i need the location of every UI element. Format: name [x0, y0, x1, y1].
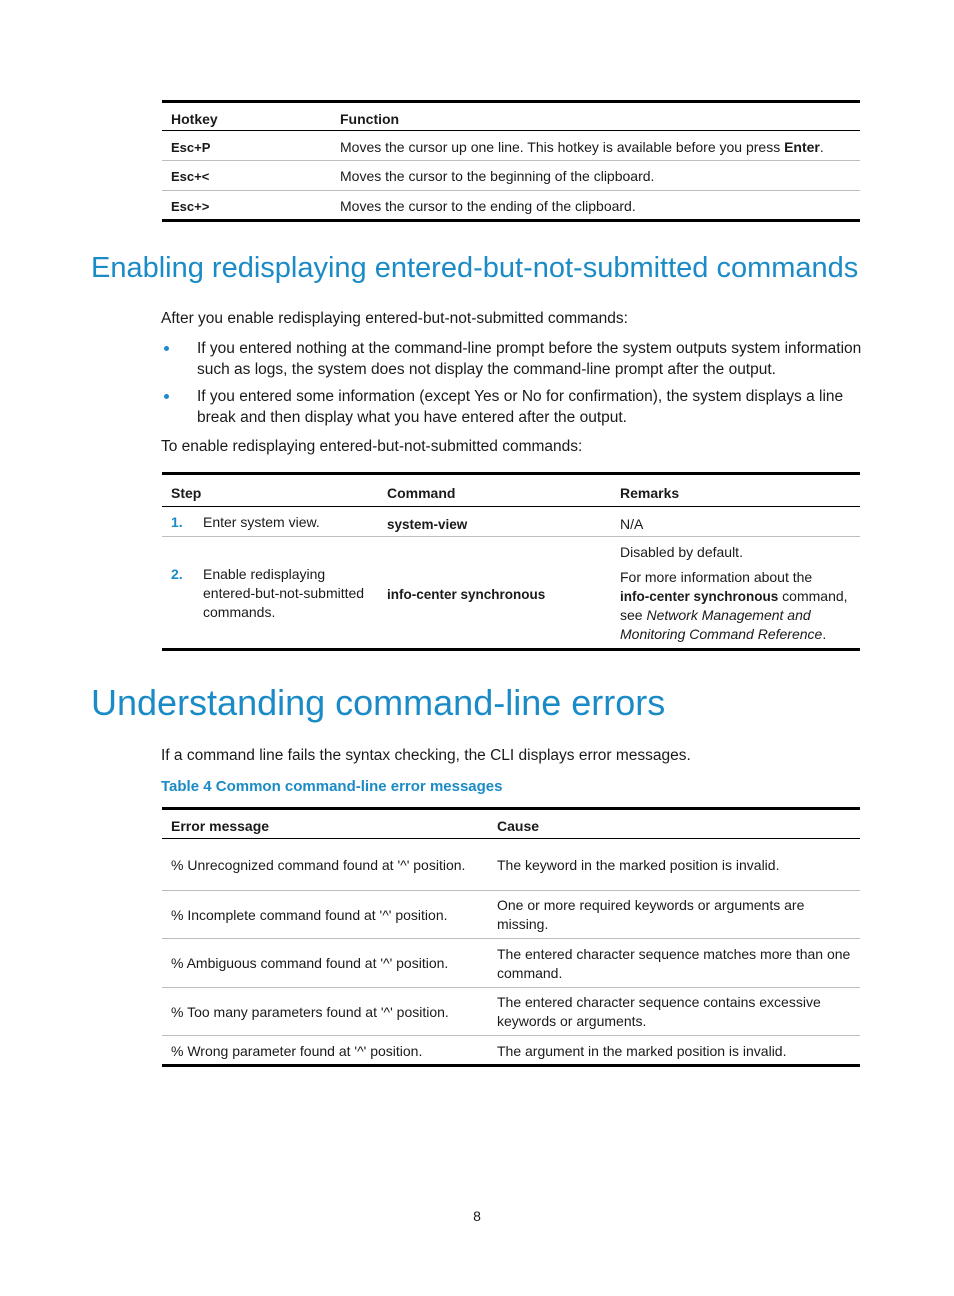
- step-header: Step: [171, 485, 202, 501]
- lead-paragraph: To enable redisplaying entered-but-not-submitted commands:: [161, 438, 583, 455]
- error-message-header: Error message: [171, 818, 270, 834]
- page-number: 8: [473, 1208, 481, 1224]
- cause-cell: The entered character sequence matches more than one command.: [497, 946, 851, 981]
- row-divider: [162, 536, 860, 537]
- cause-cell: One or more required keywords or arguments are missing.: [497, 897, 805, 932]
- hotkey-cell: Esc+>: [171, 199, 210, 214]
- header-rule: [162, 838, 860, 839]
- table-top-rule: [162, 807, 860, 810]
- bullet-icon: [164, 346, 169, 351]
- bullet-icon: [164, 394, 169, 399]
- error-message-cell: % Incomplete command found at '^' position.: [171, 907, 448, 923]
- table-bottom-rule: [162, 219, 860, 222]
- row-divider: [162, 190, 860, 191]
- remarks-reference: For more information about the info-center synchronous command, see Network Management and Monitoring Command Reference.: [620, 569, 848, 642]
- function-cell: Moves the cursor to the ending of the clipboard.: [340, 198, 636, 214]
- step-number: 2.: [171, 566, 183, 582]
- hotkey-cell: Esc+P: [171, 140, 211, 155]
- error-message-cell: % Ambiguous command found at '^' position.: [171, 955, 449, 971]
- cause-header: Cause: [497, 818, 540, 834]
- cause-cell: The entered character sequence contains excessive keywords or arguments.: [497, 994, 821, 1029]
- remarks-header: Remarks: [620, 485, 680, 501]
- step-number: 1.: [171, 514, 183, 530]
- intro-paragraph: After you enable redisplaying entered-but-not-submitted commands:: [161, 310, 628, 327]
- function-header: Function: [340, 111, 400, 127]
- command-header: Command: [387, 485, 456, 501]
- command-cell: info-center synchronous: [387, 587, 546, 602]
- hotkey-cell: Esc+<: [171, 169, 210, 184]
- header-rule: [162, 130, 860, 131]
- row-divider: [162, 938, 860, 939]
- row-divider: [162, 890, 860, 891]
- function-cell: Moves the cursor up one line. This hotkey is available before you press Enter.: [340, 139, 824, 155]
- table-bottom-rule: [162, 1064, 860, 1067]
- remarks-default: Disabled by default.: [620, 544, 743, 560]
- list-item: If you entered nothing at the command-line prompt before the system outputs system information such as logs, the system does not display the command-line prompt after the output.: [197, 340, 862, 378]
- list-item: If you entered some information (except Yes or No for confirmation), the system displays a line break and then display what you have entered after the output.: [197, 388, 844, 426]
- step-description: Enter system view.: [203, 514, 320, 530]
- error-message-cell: % Too many parameters found at '^' position.: [171, 1004, 449, 1020]
- step-description: Enable redisplaying entered-but-not-submitted commands.: [203, 566, 365, 620]
- table-caption: Table 4 Common command-line error messages: [161, 778, 503, 795]
- intro-paragraph: If a command line fails the syntax checking, the CLI displays error messages.: [161, 747, 691, 764]
- row-divider: [162, 1035, 860, 1036]
- cause-cell: The argument in the marked position is invalid.: [497, 1043, 787, 1059]
- header-rule: [162, 506, 860, 507]
- error-message-cell: % Wrong parameter found at '^' position.: [171, 1043, 423, 1059]
- row-divider: [162, 987, 860, 988]
- row-divider: [162, 160, 860, 161]
- table-top-rule: [162, 472, 860, 475]
- function-cell: Moves the cursor to the beginning of the clipboard.: [340, 168, 655, 184]
- error-message-cell: % Unrecognized command found at '^' position.: [171, 857, 466, 873]
- table-top-rule: [162, 100, 860, 103]
- hotkey-header: Hotkey: [171, 111, 218, 127]
- command-cell: system-view: [387, 517, 468, 532]
- table-bottom-rule: [162, 648, 860, 651]
- section-heading: Enabling redisplaying entered-but-not-submitted commands: [91, 252, 859, 284]
- cause-cell: The keyword in the marked position is invalid.: [497, 857, 780, 873]
- remarks-cell: N/A: [620, 516, 644, 532]
- section-heading: Understanding command-line errors: [91, 682, 666, 723]
